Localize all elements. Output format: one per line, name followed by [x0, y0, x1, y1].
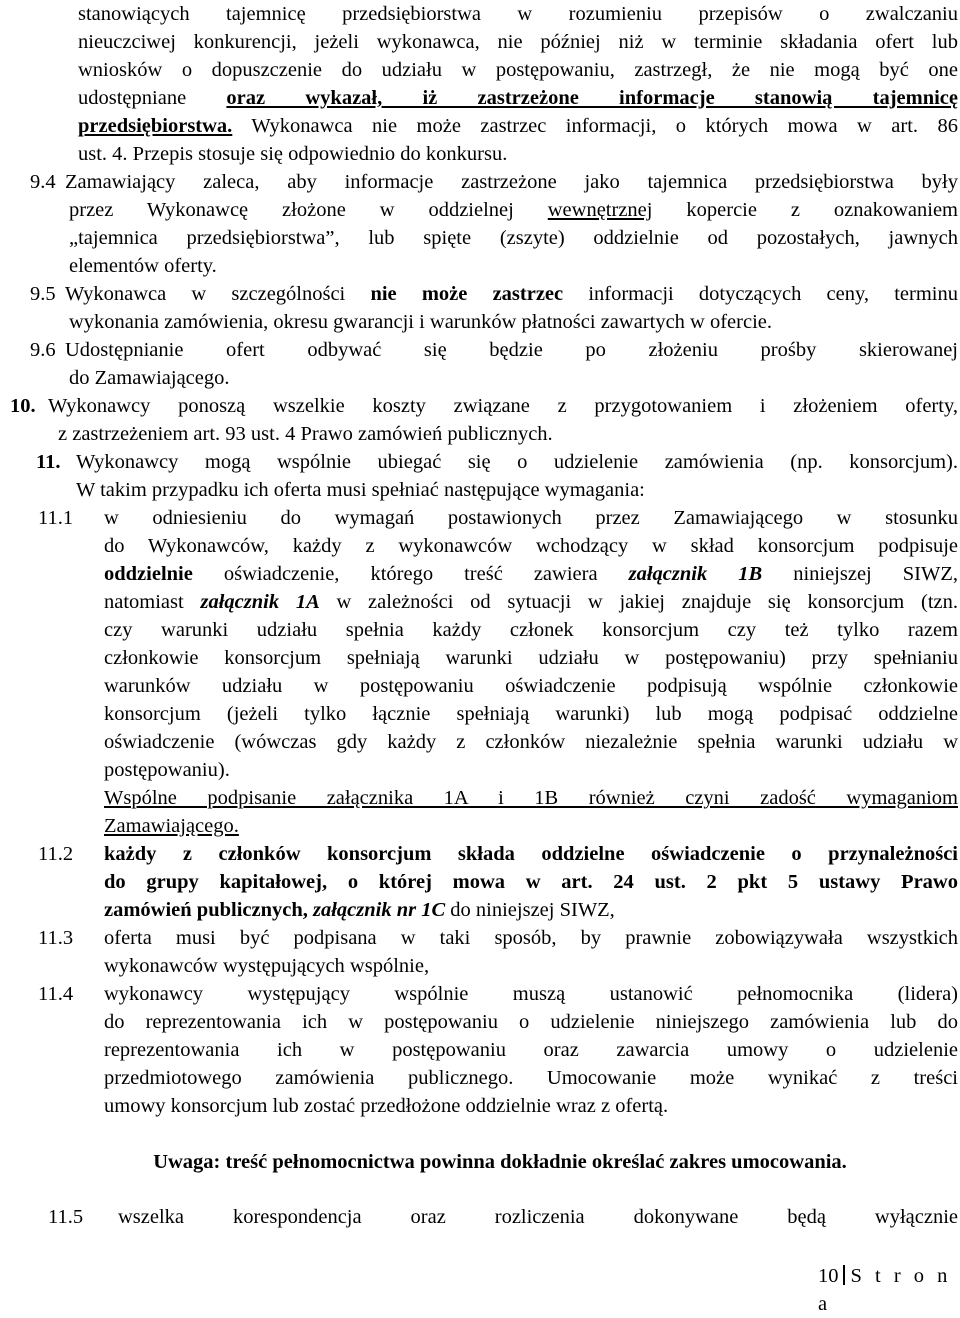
- section-number-9-5: 9.5: [30, 283, 56, 305]
- underlined-line: Wspólne podpisanie załącznika 1A i 1B również czyni zadość wymaganiom: [104, 787, 958, 809]
- text-line: reprezentowania ich w postępowaniu oraz zawarcia umowy o udzielenie: [104, 1039, 958, 1061]
- text-line: oświadczenie (wówczas gdy każdy z członków niezależnie spełnia warunki udziału w: [104, 731, 958, 753]
- section-number-11-2: 11.2: [38, 843, 74, 865]
- section-9-4: [65, 168, 958, 280]
- text-line: „tajemnica przedsiębiorstwa”, lub spięte (zszyte) oddzielnie od pozostałych, jawnych: [69, 227, 958, 249]
- section-9-5: [65, 280, 958, 336]
- section-9-6: [65, 336, 958, 392]
- text-line: postępowaniu).: [104, 759, 230, 781]
- section-number-11-1: 11.1: [38, 507, 74, 529]
- text-line: w odniesieniu do wymagań postawionych przez Zamawiającego w stosunku: [104, 507, 958, 529]
- text-span: natomiast: [104, 591, 201, 613]
- note-bold: Uwaga: treść pełnomocnictwa powinna dokładnie określać zakres umocowania.: [153, 1151, 847, 1173]
- text-line: konsorcjum (jeżeli tylko łącznie spełniają warunki) lub mogą podpisać oddzielne: [104, 703, 958, 725]
- bold-italic-emphasis: załącznik 1B: [628, 563, 763, 585]
- text-span: Wykonawca nie może zastrzec informacji, o których mowa w art. 86: [232, 115, 958, 137]
- text-line: [78, 84, 958, 112]
- text-span: Wykonawca w szczególności: [65, 283, 371, 305]
- section-number-11-5: 11.5: [48, 1206, 84, 1228]
- text-span: niniejszej SIWZ,: [762, 563, 958, 585]
- section-11-5: [118, 1203, 958, 1231]
- text-line: W takim przypadku ich oferta musi spełniać następujące wymagania:: [76, 479, 645, 501]
- text-line: [104, 896, 958, 924]
- text-line: do Wykonawców, każdy z wykonawców wchodzący w skład konsorcjum podpisuje: [104, 535, 958, 557]
- underlined-line: Zamawiającego.: [104, 815, 239, 837]
- text-span: oświadczenie, którego treść zawiera: [192, 563, 629, 585]
- text-span: kopercie z oznakowaniem: [652, 199, 958, 221]
- text-line: umowy konsorcjum lub zostać przedłożone oddzielnie wraz z ofertą.: [104, 1095, 669, 1117]
- text-line: warunków udziału w postępowaniu oświadczenie podpisują wspólnie członkowie: [104, 675, 958, 697]
- text-line: Zamawiający zaleca, aby informacje zastrzeżone jako tajemnica przedsiębiorstwa były: [65, 171, 958, 193]
- text-line: [104, 868, 958, 896]
- text-line: nieuczciwej konkurencji, jeżeli wykonawca, nie później niż w terminie składania ofert lub: [78, 31, 958, 53]
- text-line: [65, 280, 958, 308]
- text-line: czy warunki udziału spełnia każdy członek konsorcjum czy też tylko razem: [104, 619, 958, 641]
- text-span: przez Wykonawcę złożone w oddzielnej: [69, 199, 548, 221]
- page-number: 10: [818, 1265, 839, 1287]
- text-line: wszelka korespondencja oraz rozliczenia dokonywane będą wyłącznie: [118, 1206, 958, 1228]
- text-line: stanowiących tajemnicę przedsiębiorstwa w rozumieniu przepisów o zwalczaniu: [78, 3, 958, 25]
- text-line: elementów oferty.: [69, 255, 217, 277]
- text-line: wykonawców występujących wspólnie,: [104, 955, 430, 977]
- section-number-11: 11.: [36, 451, 61, 473]
- bold-emphasis: nie może zastrzec: [370, 283, 564, 305]
- section-10: [48, 392, 958, 448]
- text-line: [104, 588, 958, 616]
- section-number-9-6: 9.6: [30, 339, 56, 361]
- text-line: [104, 560, 958, 588]
- text-line: do reprezentowania ich w postępowaniu o udzielenie niniejszego zamówienia lub do: [104, 1011, 958, 1033]
- bold-emphasis: każdy z członków konsorcjum składa oddzielne oświadczenie o przynależności: [104, 843, 958, 865]
- underlined-emphasis: przedsiębiorstwa.: [78, 115, 233, 137]
- text-line: z zastrzeżeniem art. 93 ust. 4 Prawo zamówień publicznych.: [58, 423, 553, 445]
- section-number-10: 10.: [10, 395, 36, 417]
- text-line: członkowie konsorcjum spełniają warunki udziału w postępowaniu) przy spełnianiu: [104, 647, 958, 669]
- text-line: przedmiotowego zamówienia publicznego. Umocowanie może wynikać z treści: [104, 1067, 958, 1089]
- text-line: [104, 840, 958, 868]
- text-line: do Zamawiającego.: [69, 367, 230, 389]
- section-number-11-3: 11.3: [38, 927, 74, 949]
- underlined-word: wewnętrznej: [547, 199, 653, 221]
- text-line: Wykonawcy mogą wspólnie ubiegać się o udzielenie zamówienia (np. konsorcjum).: [76, 451, 958, 473]
- footer-divider: [843, 1265, 845, 1285]
- text-line: [78, 112, 958, 140]
- section-number-11-4: 11.4: [38, 983, 74, 1005]
- underlined-emphasis: oraz wykazał, iż zastrzeżone informacje stanowią tajemnicę: [226, 87, 958, 109]
- text-line: Udostępnianie ofert odbywać się będzie po złożeniu prośby skierowanej: [65, 339, 958, 361]
- text-line: [69, 196, 958, 224]
- bold-italic-emphasis: załącznik nr 1C: [313, 899, 446, 921]
- text-line: Wykonawcy ponoszą wszelkie koszty związane z przygotowaniem i złożeniem oferty,: [48, 395, 958, 417]
- section-number-9-4: 9.4: [30, 171, 56, 193]
- text-span: udostępniane: [78, 87, 227, 109]
- text-span: do niniejszej SIWZ,: [445, 899, 615, 921]
- text-span: w zależności od sytuacji w jakiej znajduje się konsorcjum (tzn.: [319, 591, 958, 613]
- bold-emphasis: do grupy kapitałowej, o której mowa w art. 24 ust. 2 pkt 5 ustawy Prawo: [104, 871, 958, 893]
- section-11: [76, 448, 958, 504]
- text-line: oferta musi być podpisana w taki sposób, by prawnie zobowiązywała wszystkich: [104, 927, 958, 949]
- page-footer: [818, 1262, 960, 1318]
- section-11-3: [104, 924, 958, 980]
- section-11-4: [104, 980, 958, 1120]
- bold-emphasis: oddzielnie: [104, 563, 193, 585]
- text-line: ust. 4. Przepis stosuje się odpowiednio do konkursu.: [78, 143, 508, 165]
- bold-italic-emphasis: załącznik 1A: [200, 591, 320, 613]
- bold-emphasis: zamówień publicznych,: [104, 899, 313, 921]
- intro-paragraph: [78, 0, 958, 168]
- page-label: S t r o n a: [818, 1265, 952, 1315]
- text-line: wykonania zamówienia, okresu gwarancji i warunków płatności zawartych w ofercie.: [69, 311, 772, 333]
- section-11-1: [104, 504, 958, 840]
- text-span: informacji dotyczących ceny, terminu: [563, 283, 958, 305]
- text-line: wniosków o dopuszczenie do udziału w postępowaniu, zastrzegł, że nie mogą być one: [78, 59, 958, 81]
- text-line: wykonawcy występujący wspólnie muszą ustanowić pełnomocnika (lidera): [104, 983, 958, 1005]
- section-11-2: [104, 840, 958, 924]
